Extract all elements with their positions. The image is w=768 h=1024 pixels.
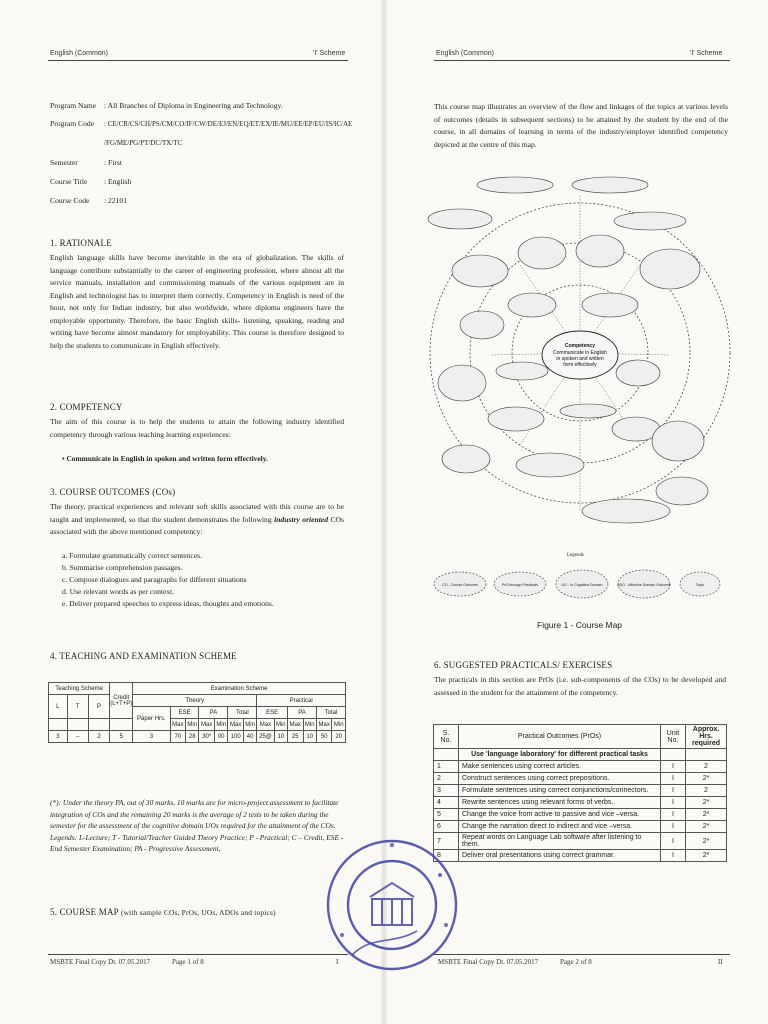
topic-node	[614, 212, 686, 230]
footer-copy: MSBTE Final Copy Dt. 07.05.2017	[50, 958, 151, 966]
pro-node	[576, 235, 624, 267]
uo-node	[582, 293, 638, 317]
legend-label: Topic	[695, 583, 705, 587]
program-meta	[50, 100, 352, 206]
course-map-diagram	[420, 175, 740, 525]
uo-node	[508, 293, 556, 317]
footer-copy: MSBTE Final Copy Dt. 07.05.2017	[438, 958, 539, 966]
meta-row: Course Code : 22101	[50, 196, 127, 205]
competency-label: Competency	[564, 343, 596, 349]
list-item: b. Summarise comprehension passages.	[62, 563, 183, 572]
course-map-legend	[432, 556, 724, 606]
section-scheme-title: 4. TEACHING AND EXAMINATION SCHEME	[50, 651, 237, 661]
competency-line: Communicate in English	[553, 350, 607, 356]
header-course: English (Common)	[436, 50, 494, 57]
legend-label: UO - In Cognitive Domain	[561, 583, 603, 587]
list-item: d. Use relevant words as per context.	[62, 587, 175, 596]
competency-line: in spoken and written	[556, 356, 604, 362]
section-course-map-title: 5. COURSE MAP (with sample COs, PrOs, UOs, ADOs and topics)	[50, 907, 276, 917]
topic-node	[428, 209, 492, 229]
legend-label: CO - Course Outcome	[442, 583, 478, 587]
course-map-intro: This course map illustrates an overview of the flow and linkages of the topics at various levels of outcomes (details in subsequent sections) to be attained by the student by the end of the course, in all domains of learning in terms of the industry/employer identified competency depicted at the centre of this map.	[434, 102, 728, 149]
practicals-intro: The practicals in this section are PrOs (i.e. sub-components of the COs) to be developed and assessed in the student for the attainment of the competency.	[434, 675, 726, 697]
scheme-values-row: 3 -- 2 5 3 70 28 30* 00 100 40 25@ 10 25 10 50 20	[49, 731, 346, 743]
co-node	[452, 255, 508, 287]
section-outcomes-title: 3. COURSE OUTCOMES (COs)	[50, 487, 176, 497]
footer-rule	[434, 954, 730, 955]
ado-node	[572, 177, 648, 193]
topic-node	[582, 499, 670, 523]
col-outcomes: Practical Outcomes (PrOs)	[459, 725, 661, 749]
list-item: e. Deliver prepared speeches to express ideas, thoughts and emotions.	[62, 599, 274, 608]
table-row: 5 Change the voice from active to passive and vice –versa. I 2*	[434, 809, 727, 821]
section-rationale-title: 1. RATIONALE	[50, 238, 112, 248]
col-sno: S. No.	[434, 725, 459, 749]
co-node	[438, 365, 486, 401]
footer-page: Page 2 of 8	[560, 958, 592, 966]
scheme-table: Teaching Scheme Credit (L+T+P) Examination Scheme L T P Theory Practical Paper Hrs. ESE PA Total ESE PA Total Max Min Max Min Max Min Max Min Max Min Max Min 3 -- 2 5 3 70 28 30* 00 100 40 25@ 10 25 10 50 20	[48, 682, 346, 743]
header-scheme: 'I' Scheme	[690, 50, 723, 57]
col-hrs: Approx. Hrs. required	[686, 725, 727, 749]
uo-node	[560, 404, 616, 418]
footer-mark: II	[718, 958, 723, 966]
footer-mark: I	[336, 958, 339, 966]
meta-row: /FG/ME/PG/PT/DC/TX/TC	[104, 139, 183, 147]
rationale-text: English language skills have become inevitable in the era of globalization. The skills of language contribute substantially to the career of engineering profession, where almost all the service manuals, installation and commissioning manuals of the various equipment are in English and technologist has to interpret them correctly. Competency in English is need of the hour, not only for Indian industry, but also worldwide, where diploma engineers have the employable opportunity. Therefore, the basic English skills- listening, speaking, reading and writing have become almost mandatory for employability. This course is therefore designed to help the students to communicate in English effectively.	[50, 253, 344, 350]
table-row: 3 Formulate sentences using correct conjunctions/connectors. I 2	[434, 785, 727, 797]
topic-node	[442, 445, 490, 473]
pro-node	[460, 311, 504, 339]
table-header-row	[434, 725, 727, 749]
header-course: English (Common)	[50, 50, 108, 57]
pro-node	[488, 407, 544, 431]
uo-node	[640, 249, 700, 289]
footer-page: Page 1 of 8	[172, 958, 204, 966]
table-row: 6 Change the narration direct to indirect and vice –versa. I 2*	[434, 821, 727, 833]
meta-row: Course Title : English	[50, 177, 132, 186]
competency-text: The aim of this course is to help the students to attain the following industry identified competency through various teaching learning experiences:	[50, 417, 344, 439]
uo-node	[496, 362, 548, 380]
meta-row: Program Code : CE/CR/CS/CH/PS/CM/CO/IF/CW/DE/EJ/EN/EQ/ET/EX/IE/MU/EE/EP/EU/IS/IC/AE	[50, 119, 353, 128]
meta-row: Program Name : All Branches of Diploma in Engineering and Technology.	[50, 101, 283, 110]
table-row: 1 Make sentences using correct articles. I 2	[434, 761, 727, 773]
legends-text: Legends: L-Lecture; T - Tutorial/Teacher Guided Theory Practice; P - Practical; C – Credit, ESE - End Semester Examination; PA - Progressive Assessment,	[50, 832, 344, 853]
header-rule	[434, 60, 730, 61]
legend-label: ADO - Affective Domain Outcome	[617, 583, 671, 587]
meta-row: Semester : First	[50, 158, 122, 167]
section-competency-title: 2. COMPETENCY	[50, 402, 123, 412]
table-row: 2 Construct sentences using correct prepositions. I 2*	[434, 773, 727, 785]
list-item: a. Formulate grammatically correct sentences.	[62, 551, 203, 560]
table-row: 7 Repeat words on Language Lab software after listening to them. I 2*	[434, 833, 727, 850]
figure-caption: Figure 1 - Course Map	[537, 620, 623, 630]
section-practicals-title: 6. SUGGESTED PRACTICALS/ EXERCISES	[434, 660, 613, 670]
list-item: c. Compose dialogues and paragraphs for different situations	[62, 575, 247, 584]
legend-label: PrO through Practicals	[501, 583, 539, 587]
table-row: 8 Deliver oral presentations using correct grammar. I 2*	[434, 850, 727, 862]
header-scheme: 'I' Scheme	[313, 50, 346, 57]
co-node	[652, 421, 704, 461]
header-rule	[48, 60, 348, 61]
outcomes-list	[62, 550, 274, 610]
board-seal-stamp	[322, 835, 462, 975]
pro-node	[518, 237, 566, 269]
topic-node	[656, 477, 708, 505]
competency-line: form effectively	[563, 362, 597, 368]
uo-node	[616, 360, 660, 386]
uo-node	[516, 453, 584, 477]
table-group-row: Use 'language laboratory' for different practical tasks	[434, 749, 727, 761]
table-row: 4 Rewrite sentences using relevant forms of verbs. I 2*	[434, 797, 727, 809]
outcomes-intro: The theory, practical experiences and relevant soft skills associated with this course are to be taught and implemented, so that the student demonstrates the following industry oriented COs associated with the above mentioned competency:	[50, 502, 344, 536]
competency-bullet: • Communicate in English in spoken and written form effectively.	[62, 454, 268, 463]
scheme-note: (*): Under the theory PA, out of 30 marks, 10 marks are for micro-project assessment to facilitate integration of COs and the remaining 20 marks is the average of 2 tests to be taken during the semester for the assessment of the cognitive domain UOs required for the attainment of the COs. Legends: L-Lecture; T - Tutorial/Teacher Guided Theory Practice; P - Practical; C – Credit, ESE - End Semester Examination; PA - Progressive Assessment,	[50, 797, 346, 855]
practicals-table	[433, 724, 727, 862]
legend-title: Legends	[567, 553, 584, 558]
footer-rule	[48, 954, 348, 955]
col-unit: Unit No.	[661, 725, 686, 749]
ado-node	[477, 177, 553, 193]
